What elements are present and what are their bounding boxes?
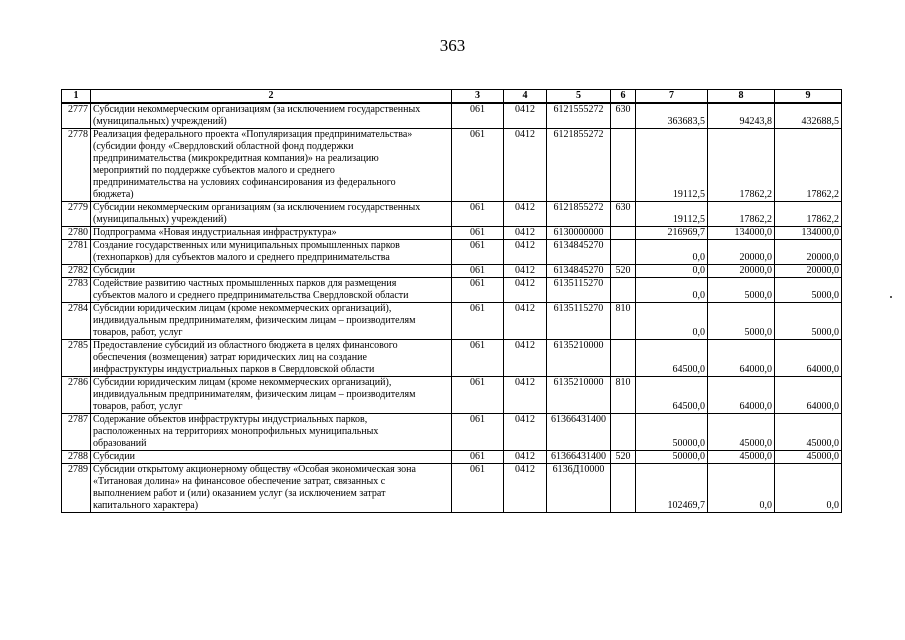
amount-col8-cell: 94243,8	[708, 103, 775, 129]
amount-col7-cell: 19112,5	[636, 202, 708, 227]
header-cell-2: 2	[91, 90, 452, 104]
item-name-line: (муниципальных) учреждений)	[93, 214, 227, 225]
col4-cell: 0412	[504, 240, 547, 265]
amount-col8-cell: 17862,2	[708, 202, 775, 227]
amount-col7-cell: 0,0	[636, 265, 708, 278]
item-name-line: товаров, работ, услуг	[93, 401, 183, 412]
expense-type-cell	[611, 129, 636, 202]
amount-col8-cell: 134000,0	[708, 227, 775, 240]
table-row	[62, 278, 842, 303]
item-name-line: обеспечения (возмещения) затрат юридических лиц на создание	[93, 352, 367, 363]
amount-col7-cell: 216969,7	[636, 227, 708, 240]
col3-cell: 061	[452, 303, 504, 340]
row-number-cell: 2786	[62, 377, 91, 414]
col4-cell: 0412	[504, 278, 547, 303]
item-name-line: предпринимательства (микрокредитная компания)» на реализацию	[93, 153, 379, 164]
item-name-cell	[91, 414, 452, 451]
row-number-cell: 2780	[62, 227, 91, 240]
amount-col9-cell: 134000,0	[775, 227, 842, 240]
amount-col9-cell: 45000,0	[775, 414, 842, 451]
item-name-line: инфраструктуры индустриальных парков в Свердловской области	[93, 364, 375, 375]
table-row	[62, 303, 842, 340]
amount-col9-cell: 432688,5	[775, 103, 842, 129]
item-name-cell	[91, 340, 452, 377]
item-name-cell	[91, 377, 452, 414]
header-cell-8: 8	[708, 90, 775, 104]
col4-cell: 0412	[504, 103, 547, 129]
expense-type-cell	[611, 340, 636, 377]
amount-col7-cell: 363683,5	[636, 103, 708, 129]
item-name-line: капитального характера)	[93, 500, 199, 511]
col3-cell: 061	[452, 129, 504, 202]
table-row	[62, 377, 842, 414]
amount-col7-cell: 64500,0	[636, 377, 708, 414]
item-name-line: «Титановая долина» на финансовое обеспечение затрат, связанных с	[93, 476, 386, 487]
expense-type-cell	[611, 278, 636, 303]
col4-cell: 0412	[504, 129, 547, 202]
amount-col7-cell: 19112,5	[636, 129, 708, 202]
col3-cell: 061	[452, 240, 504, 265]
row-number-cell: 2779	[62, 202, 91, 227]
target-code-cell: 6134845270	[547, 240, 611, 265]
amount-col9-cell: 0,0	[775, 464, 842, 513]
col3-cell: 061	[452, 377, 504, 414]
row-number-cell: 2789	[62, 464, 91, 513]
header-cell-5: 5	[547, 90, 611, 104]
item-name-line: Субсидии	[93, 451, 135, 462]
header-cell-3: 3	[452, 90, 504, 104]
col4-cell: 0412	[504, 464, 547, 513]
col4-cell: 0412	[504, 303, 547, 340]
amount-col8-cell: 0,0	[708, 464, 775, 513]
col3-cell: 061	[452, 414, 504, 451]
table-body	[62, 90, 842, 513]
header-cell-4: 4	[504, 90, 547, 104]
col4-cell: 0412	[504, 227, 547, 240]
item-name-cell	[91, 278, 452, 303]
amount-col9-cell: 20000,0	[775, 240, 842, 265]
amount-col7-cell: 0,0	[636, 240, 708, 265]
amount-col7-cell: 0,0	[636, 303, 708, 340]
amount-col8-cell: 5000,0	[708, 303, 775, 340]
item-name-cell	[91, 202, 452, 227]
item-name-line: Субсидии некоммерческим организациям (за исключением государственных	[93, 104, 421, 115]
amount-col9-cell: 20000,0	[775, 265, 842, 278]
expense-type-cell	[611, 227, 636, 240]
amount-col8-cell: 45000,0	[708, 414, 775, 451]
amount-col9-cell: 5000,0	[775, 278, 842, 303]
item-name-line: Содействие развитию частных промышленных парков для размещения	[93, 278, 397, 289]
row-number-cell: 2788	[62, 451, 91, 464]
item-name-line: Субсидии юридическим лицам (кроме некоммерческих организаций),	[93, 377, 392, 388]
col4-cell: 0412	[504, 340, 547, 377]
amount-col7-cell: 50000,0	[636, 414, 708, 451]
header-cell-1: 1	[62, 90, 91, 104]
target-code-cell: 6121555272	[547, 103, 611, 129]
row-number-cell: 2785	[62, 340, 91, 377]
col4-cell: 0412	[504, 451, 547, 464]
item-name-line: выполнением работ и (или) оказанием услуг (за исключением затрат	[93, 488, 386, 499]
expense-type-cell: 520	[611, 451, 636, 464]
row-number-cell: 2782	[62, 265, 91, 278]
col4-cell: 0412	[504, 377, 547, 414]
amount-col8-cell: 17862,2	[708, 129, 775, 202]
expense-type-cell: 630	[611, 103, 636, 129]
table-row	[62, 464, 842, 513]
item-name-line: Содержание объектов инфраструктуры индустриальных парков,	[93, 414, 368, 425]
row-number-cell: 2783	[62, 278, 91, 303]
expense-type-cell: 810	[611, 377, 636, 414]
header-row	[62, 90, 842, 104]
amount-col8-cell: 5000,0	[708, 278, 775, 303]
expense-type-cell	[611, 464, 636, 513]
col4-cell: 0412	[504, 202, 547, 227]
amount-col9-cell: 17862,2	[775, 202, 842, 227]
target-code-cell: 6135115270	[547, 303, 611, 340]
amount-col8-cell: 64000,0	[708, 340, 775, 377]
col4-cell: 0412	[504, 414, 547, 451]
item-name-cell	[91, 103, 452, 129]
item-name-cell	[91, 303, 452, 340]
item-name-line: (технопарков) для субъектов малого и среднего предпринимательства	[93, 252, 390, 263]
col3-cell: 061	[452, 340, 504, 377]
target-code-cell: 6136Д10000	[547, 464, 611, 513]
amount-col7-cell: 64500,0	[636, 340, 708, 377]
header-cell-6: 6	[611, 90, 636, 104]
expense-type-cell: 810	[611, 303, 636, 340]
item-name-line: (муниципальных) учреждений)	[93, 116, 227, 127]
item-name-line: Субсидии юридическим лицам (кроме некоммерческих организаций),	[93, 303, 392, 314]
amount-col7-cell: 102469,7	[636, 464, 708, 513]
table-row	[62, 227, 842, 240]
target-code-cell: 6134845270	[547, 265, 611, 278]
item-name-line: Создание государственных или муниципальных промышленных парков	[93, 240, 400, 251]
row-number-cell: 2787	[62, 414, 91, 451]
table-row	[62, 340, 842, 377]
header-cell-9: 9	[775, 90, 842, 104]
row-number-cell: 2781	[62, 240, 91, 265]
header-cell-7: 7	[636, 90, 708, 104]
item-name-cell	[91, 240, 452, 265]
expense-type-cell: 520	[611, 265, 636, 278]
item-name-line: Субсидии	[93, 265, 135, 276]
table-row	[62, 414, 842, 451]
item-name-line: индивидуальным предпринимателям, физическим лицам – производителям	[93, 315, 416, 326]
amount-col7-cell: 50000,0	[636, 451, 708, 464]
item-name-line: Предоставление субсидий из областного бюджета в целях финансового	[93, 340, 398, 351]
amount-col8-cell: 20000,0	[708, 265, 775, 278]
amount-col8-cell: 45000,0	[708, 451, 775, 464]
col3-cell: 061	[452, 265, 504, 278]
col4-cell: 0412	[504, 265, 547, 278]
amount-col9-cell: 64000,0	[775, 377, 842, 414]
amount-col9-cell: 5000,0	[775, 303, 842, 340]
item-name-line: образований	[93, 438, 147, 449]
table-row	[62, 240, 842, 265]
target-code-cell: 6135115270	[547, 278, 611, 303]
expense-type-cell: 630	[611, 202, 636, 227]
col3-cell: 061	[452, 451, 504, 464]
amount-col9-cell: 17862,2	[775, 129, 842, 202]
item-name-line: расположенных на территориях монопрофильных муниципальных	[93, 426, 379, 437]
budget-table	[61, 89, 842, 513]
item-name-line: (субсидии фонду «Свердловский областной фонд поддержки	[93, 141, 354, 152]
item-name-line: Реализация федерального проекта «Популяризация предпринимательства»	[93, 129, 413, 140]
row-number-cell: 2778	[62, 129, 91, 202]
table-row	[62, 129, 842, 202]
target-code-cell: 6130000000	[547, 227, 611, 240]
item-name-line: Субсидии некоммерческим организациям (за исключением государственных	[93, 202, 421, 213]
expense-type-cell	[611, 414, 636, 451]
table-row	[62, 103, 842, 129]
target-code-cell: 61366431400	[547, 451, 611, 464]
item-name-line: мероприятий по поддержке субъектов малого и среднего	[93, 165, 335, 176]
item-name-line: Подпрограмма «Новая индустриальная инфраструктура»	[93, 227, 337, 238]
table-row	[62, 202, 842, 227]
target-code-cell: 6121855272	[547, 202, 611, 227]
item-name-line: предпринимательства на условиях софинансирования из федерального	[93, 177, 396, 188]
col3-cell: 061	[452, 464, 504, 513]
item-name-cell	[91, 464, 452, 513]
item-name-line: бюджета)	[93, 189, 134, 200]
target-code-cell: 61366431400	[547, 414, 611, 451]
col3-cell: 061	[452, 227, 504, 240]
target-code-cell: 6121855272	[547, 129, 611, 202]
expense-type-cell	[611, 240, 636, 265]
target-code-cell: 6135210000	[547, 340, 611, 377]
col3-cell: 061	[452, 103, 504, 129]
table-row	[62, 451, 842, 464]
amount-col9-cell: 45000,0	[775, 451, 842, 464]
item-name-cell	[91, 451, 452, 464]
amount-col8-cell: 64000,0	[708, 377, 775, 414]
amount-col7-cell: 0,0	[636, 278, 708, 303]
item-name-line: Субсидии открытому акционерному обществу «Особая экономическая зона	[93, 464, 416, 475]
target-code-cell: 6135210000	[547, 377, 611, 414]
item-name-line: товаров, работ, услуг	[93, 327, 183, 338]
item-name-line: индивидуальным предпринимателям, физическим лицам – производителям	[93, 389, 416, 400]
item-name-cell	[91, 129, 452, 202]
table-row	[62, 265, 842, 278]
col3-cell: 061	[452, 278, 504, 303]
item-name-line: субъектов малого и среднего предпринимательства Свердловской области	[93, 290, 409, 301]
amount-col8-cell: 20000,0	[708, 240, 775, 265]
row-number-cell: 2777	[62, 103, 91, 129]
item-name-cell	[91, 227, 452, 240]
scan-speck	[890, 296, 892, 298]
item-name-cell	[91, 265, 452, 278]
amount-col9-cell: 64000,0	[775, 340, 842, 377]
col3-cell: 061	[452, 202, 504, 227]
row-number-cell: 2784	[62, 303, 91, 340]
page-number: 363	[439, 36, 466, 55]
